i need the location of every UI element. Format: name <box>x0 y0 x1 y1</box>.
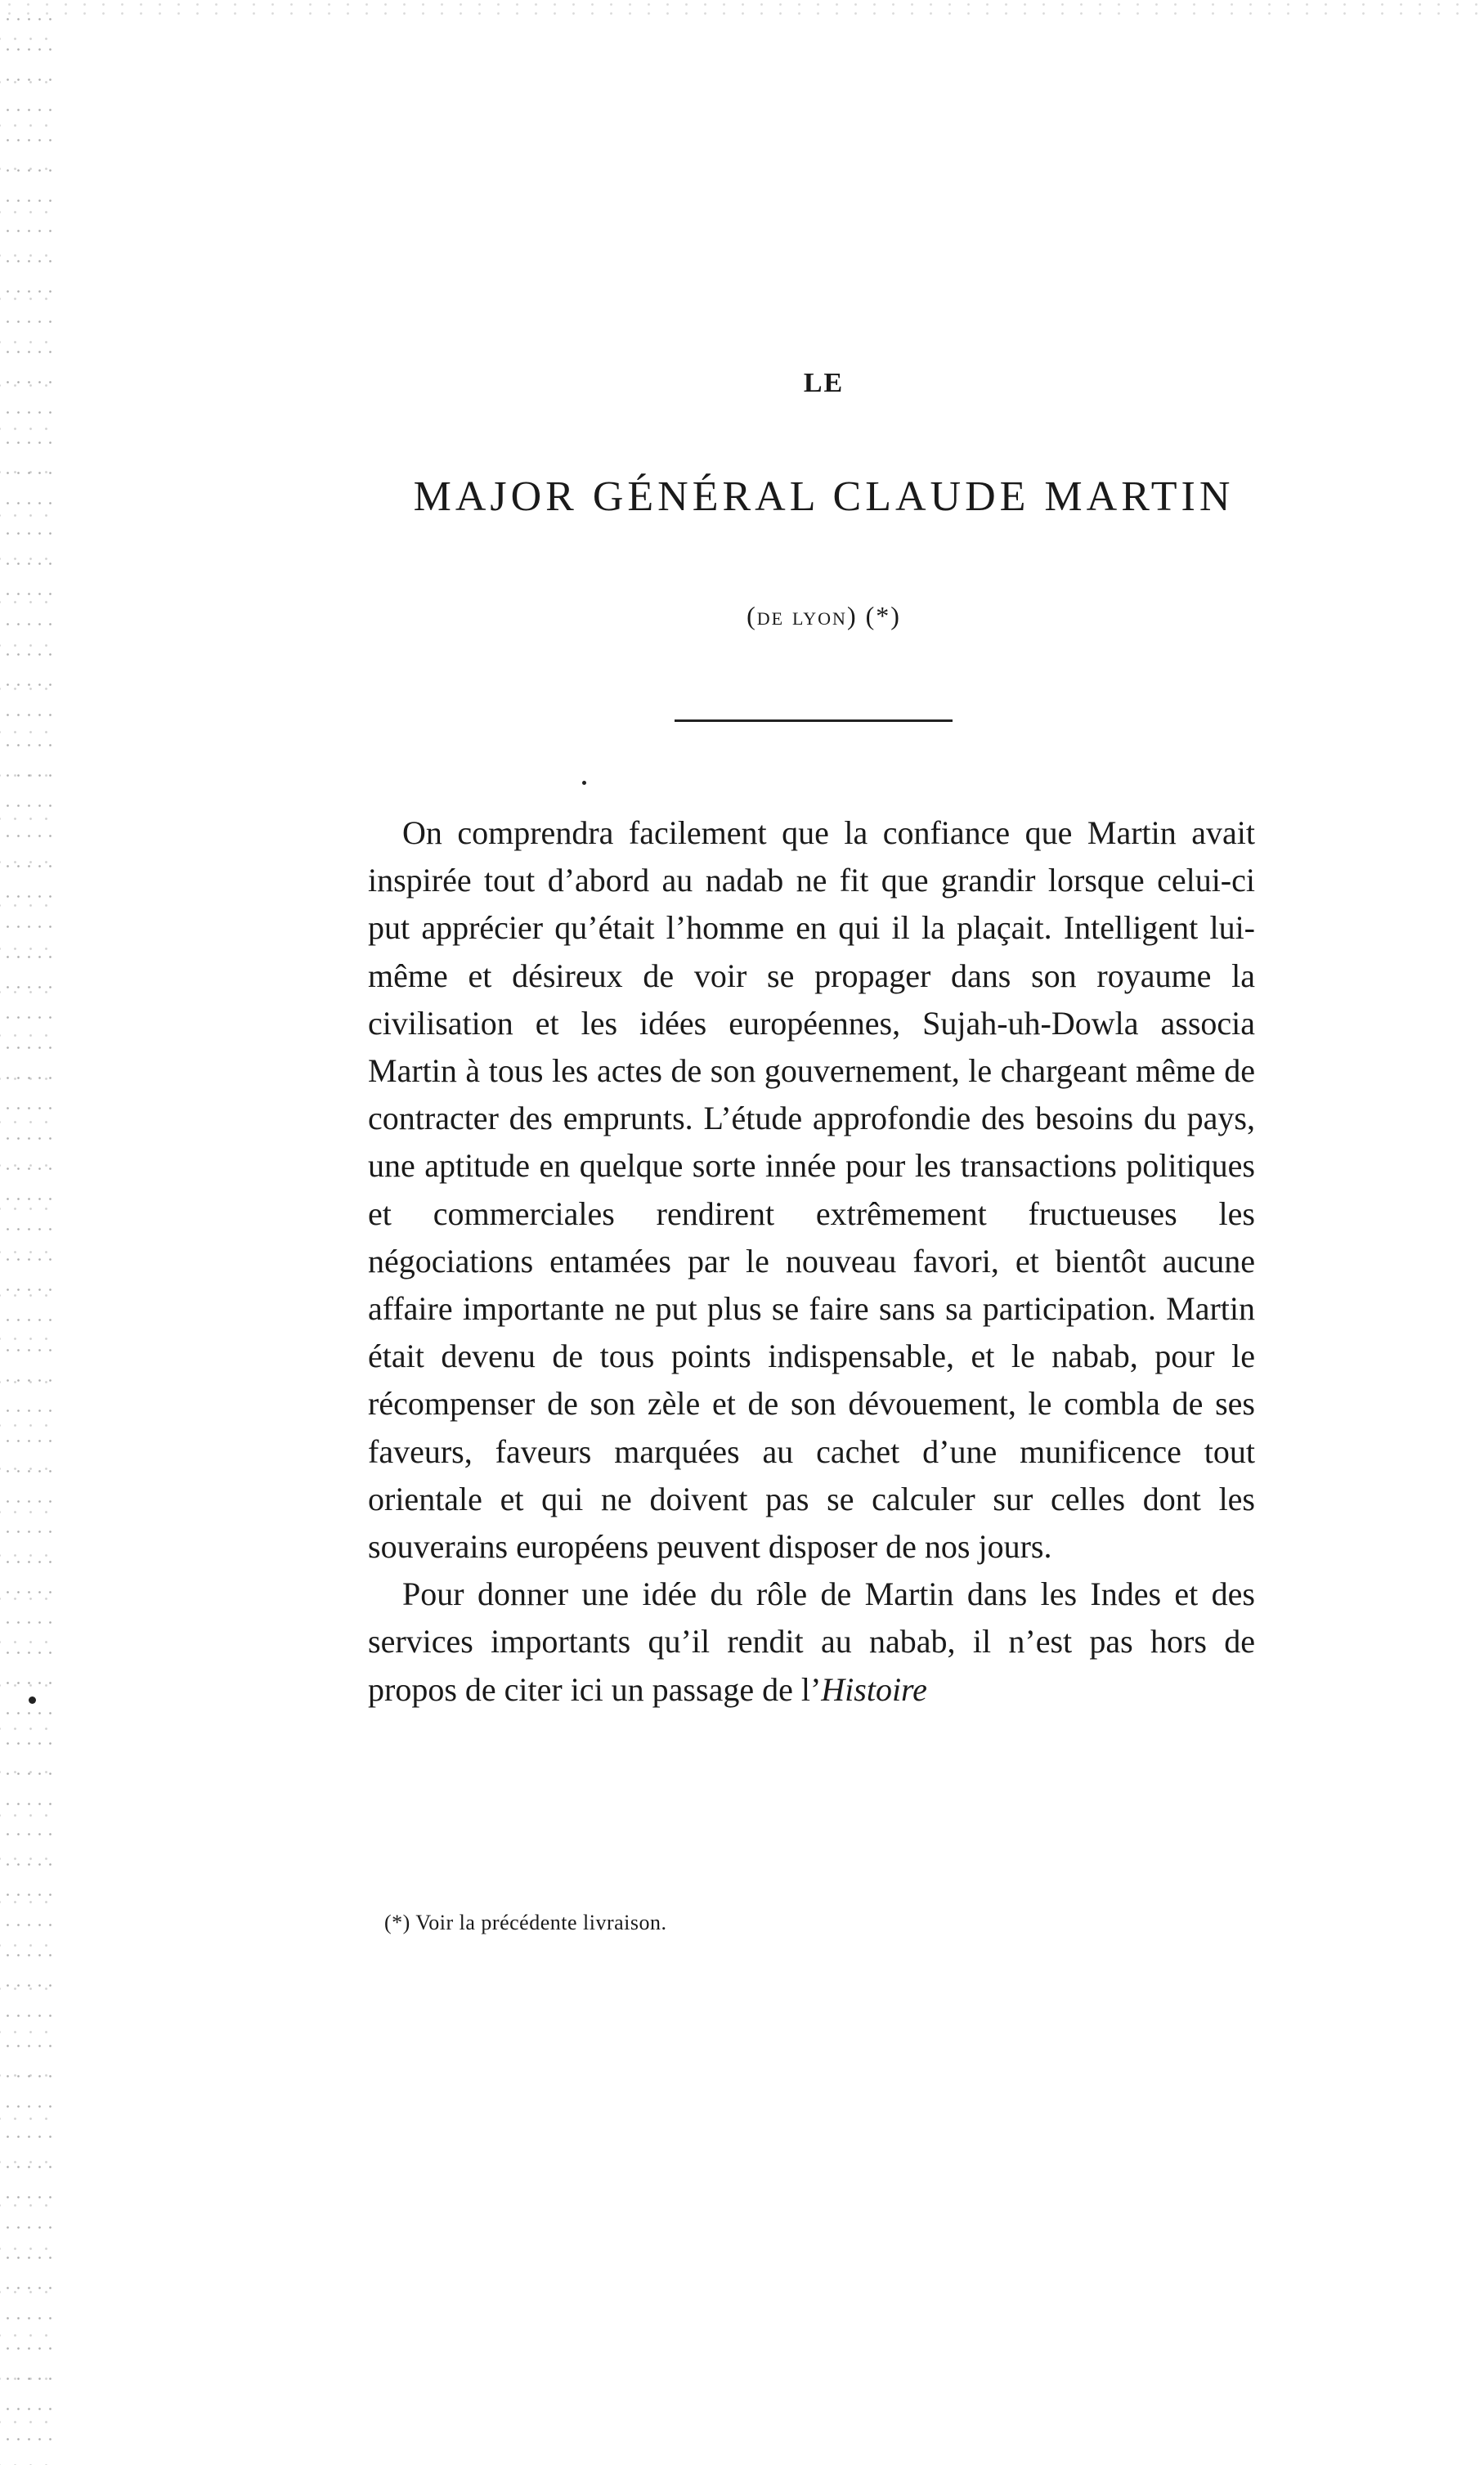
article-title: MAJOR GÉNÉRAL CLAUDE MARTIN <box>413 473 1235 520</box>
paragraph-2 <box>368 1571 1255 1714</box>
scan-speck <box>582 781 586 785</box>
scan-margin-speckle <box>0 0 57 2465</box>
article-body <box>368 809 1255 1714</box>
title-divider <box>675 719 953 722</box>
article-subtitle: (de lyon) (*) <box>746 601 901 630</box>
scan-speck <box>29 1696 36 1704</box>
paragraph-2-text: Pour donner une idée du rôle de Martin dans les Indes et des services importants qu’il rendit au nabab, il n’est pas hors de propos de citer ici un passage de l’ <box>368 1575 1255 1708</box>
paragraph-1: On comprendra facilement que la confiance que Martin avait inspirée tout d’abord au nadab ne fit que grandir lorsque celui-ci put apprécier qu’était l’homme en qui il la plaçait. Intelligent lui-même et désireux de voir se propager dans son royaume la civilisation et les idées européennes, Sujah-uh-Dowla associa Martin à tous les actes de son gouvernement, le chargeant même de contracter des emprunts. L’étude approfondie des besoins du pays, une aptitude en quelque sorte innée pour les transactions politiques et commerciales rendirent extrêmement fructueuses les négociations entamées par le nouveau favori, et bientôt aucune affaire importante ne put plus se faire sans sa participation. Martin était devenu de tous points indispensable, et le nabab, pour le récompenser de son zèle et de son dévouement, le combla de ses faveurs, faveurs marquées au cachet d’une munificence tout orientale et qui ne doivent pas se calculer sur celles dont les souverains européens peuvent disposer de nos jours. <box>368 814 1255 1566</box>
footnote: (*) Voir la précédente livraison. <box>384 1911 667 1934</box>
scan-top-speckle <box>0 0 1484 18</box>
paragraph-2-italic: Histoire <box>821 1670 927 1708</box>
heading-prefix: LE <box>803 368 845 398</box>
